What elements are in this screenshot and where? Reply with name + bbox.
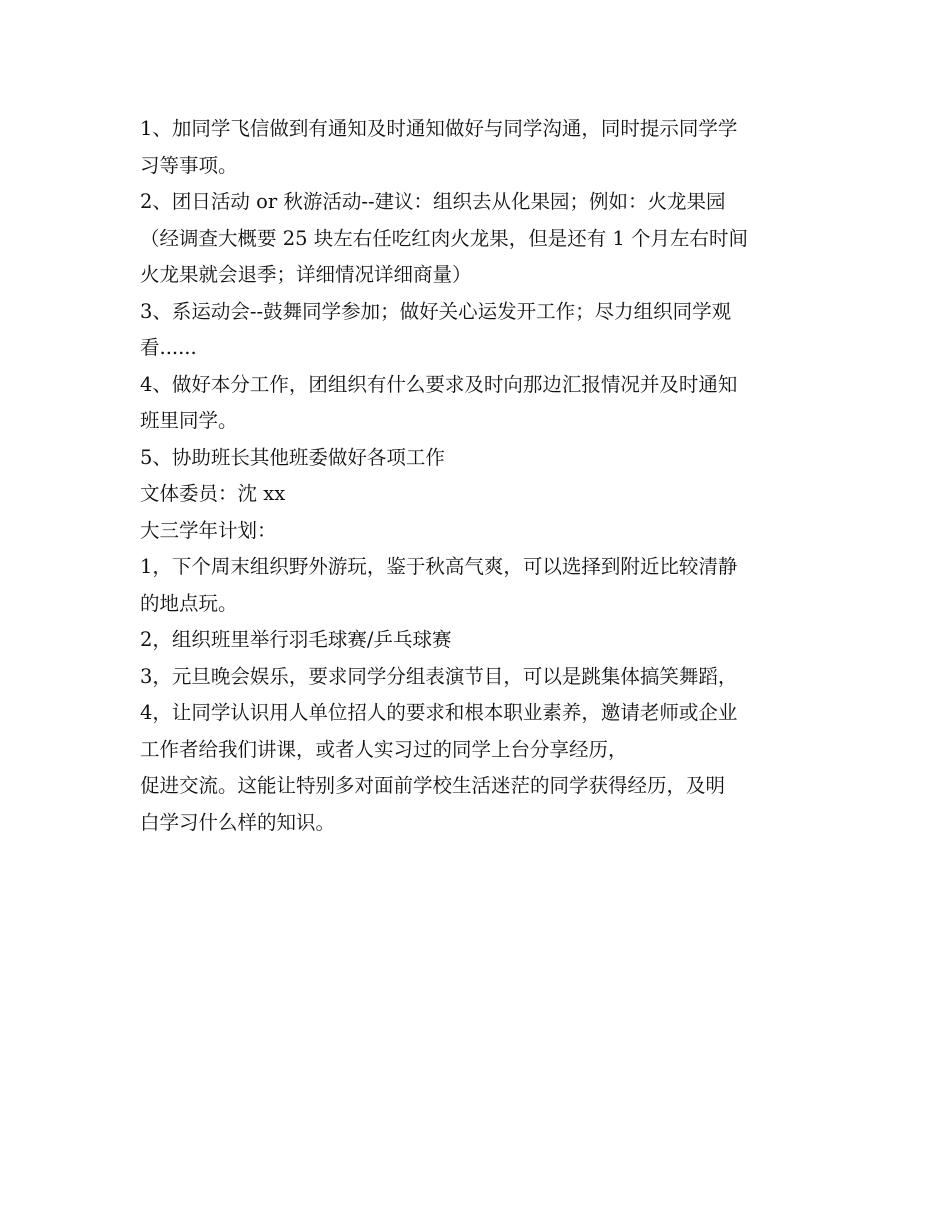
- text-line: 1、加同学飞信做到有通知及时通知做好与同学沟通，同时提示同学学: [140, 117, 738, 140]
- text-line: 习等事项。: [140, 153, 238, 177]
- text-line: 文体委员：沈 xx: [140, 482, 286, 505]
- text-line: 3、系运动会--鼓舞同学参加；做好关心运发开工作；尽力组织同学观: [140, 299, 732, 323]
- text-line: 1，下个周末组织野外游玩，鉴于秋高气爽，可以选择到附近比较清静: [140, 555, 738, 578]
- text-line: 大三学年计划：: [140, 518, 277, 542]
- text-line: 的地点玩。: [140, 591, 238, 615]
- document-body: [140, 111, 815, 841]
- text-line: 促进交流。这能让特别多对面前学校生活迷茫的同学获得经历，及明: [140, 774, 726, 797]
- text-line: 2，组织班里举行羽毛球赛/乒乓球赛: [140, 628, 452, 651]
- text-line: 5、协助班长其他班委做好各项工作: [140, 445, 445, 469]
- text-line: 4，让同学认识用人单位招人的要求和根本职业素养，邀请老师或企业: [140, 701, 738, 724]
- text-line: 白学习什么样的知识。: [140, 810, 336, 834]
- text-line: 班里同学。: [140, 409, 238, 432]
- text-line: 看......: [140, 336, 197, 359]
- text-line: 2、团日活动 or 秋游活动--建议：组织去从化果园；例如：火龙果园: [140, 190, 726, 213]
- text-line: （经调查大概要 25 块左右任吃红肉火龙果，但是还有 1 个月左右时间: [140, 226, 749, 250]
- text-line: 3，元旦晚会娱乐，要求同学分组表演节目，可以是跳集体搞笑舞蹈，: [140, 664, 738, 688]
- text-line: 4、做好本分工作，团组织有什么要求及时向那边汇报情况并及时通知: [140, 372, 738, 396]
- text-line: 工作者给我们讲课，或者人实习过的同学上台分享经历，: [140, 737, 628, 761]
- text-line: 火龙果就会退季；详细情况详细商量）: [140, 263, 472, 286]
